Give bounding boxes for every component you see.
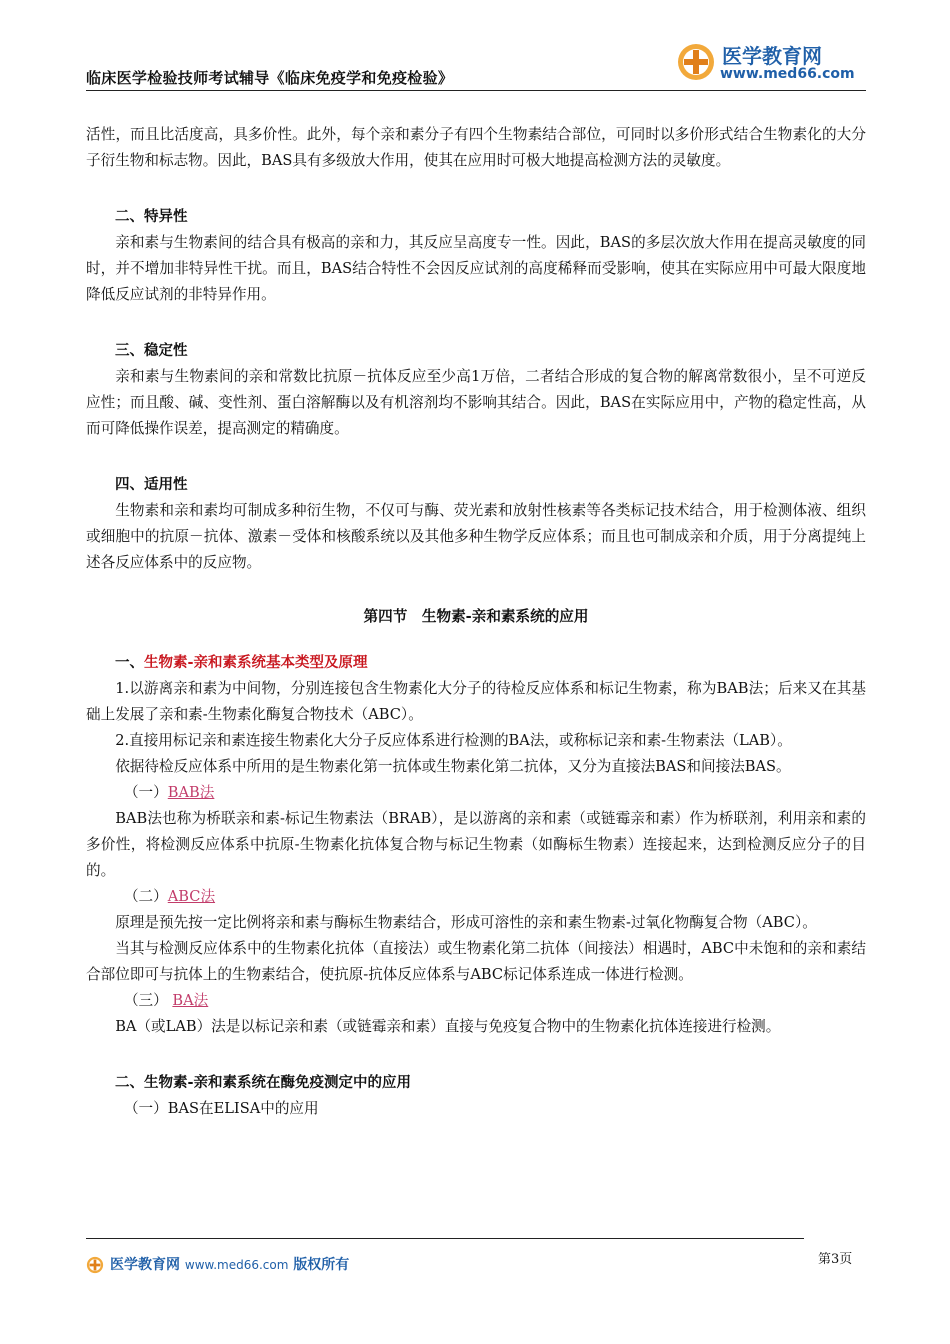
heading-red-text: 生物素-亲和素系统基本类型及原理: [144, 655, 368, 671]
document-title: 临床医学检验技师考试辅导《临床免疫学和免疫检验》: [86, 69, 454, 87]
paragraph-ba-intro: 2.直接用标记亲和素连接生物素化大分子反应体系进行检测的BA法，或称标记亲和素-生物素法（LAB）。: [115, 732, 792, 749]
heading-stability: 三、稳定性: [115, 343, 188, 359]
subheading-bas-elisa: （一）BAS在ELISA中的应用: [123, 1100, 319, 1117]
logo-url: www.med66.com: [720, 66, 855, 82]
section-title: 第四节 生物素-亲和素系统的应用: [363, 608, 589, 625]
subheading-ba: [86, 988, 866, 1014]
med66-logo: [676, 38, 866, 88]
subheading-number: （三）: [123, 992, 168, 1009]
heading-number: 一、: [115, 655, 144, 671]
heading-basic-types: [86, 650, 866, 676]
paragraph-abc-detection: 当其与检测反应体系中的生物素化抗体（直接法）或生物素化第二抗体（间接法）相遇时，ABC中未饱和的亲和素结合部位即可与抗体上的生物素结合，使抗原-抗体反应体系与ABC标记体系连成一体进行检测。: [86, 940, 866, 983]
link-bab-method[interactable]: BAB法: [167, 784, 215, 801]
paragraph-bab: BAB法也称为桥联亲和素-标记生物素法（BRAB），是以游离的亲和素（或链霉亲和素）作为桥联剂，利用亲和素的多价性，将检测反应体系中抗原-生物素化抗体复合物与标记生物素（如酶标生物素）连接起来，达到检测反应分子的目的。: [86, 810, 866, 879]
logo-emblem-icon: [676, 42, 716, 82]
footer-divider: [86, 1238, 804, 1239]
footer-site-name: 医学教育网: [110, 1257, 180, 1273]
heading-specificity: 二、特异性: [115, 209, 188, 225]
subheading-number: （一）: [123, 784, 168, 801]
header-divider: [86, 90, 866, 91]
paragraph-ba: BA（或LAB）法是以标记亲和素（或链霉亲和素）直接与免疫复合物中的生物素化抗体连接进行检测。: [115, 1018, 781, 1035]
document-body: [86, 122, 866, 1122]
footer-site-url: www.med66.com: [184, 1258, 289, 1272]
paragraph-stability: 亲和素与生物素间的亲和常数比抗原－抗体反应至少高1万倍，二者结合形成的复合物的解离常数很小，呈不可逆反应性；而且酸、碱、变性剂、蛋白溶解酶以及有机溶剂均不影响其结合。因此，BAS在实际应用中，产物的稳定性高，从而可降低操作误差，提高测定的精确度。: [86, 368, 866, 437]
paragraph-bab-intro: 1.以游离亲和素为中间物，分别连接包含生物素化大分子的待检反应体系和标记生物素，称为BAB法；后来又在其基础上发展了亲和素-生物素化酶复合物技术（ABC）。: [86, 680, 866, 723]
logo-name: 医学教育网: [722, 44, 822, 68]
footer-site: [86, 1254, 349, 1274]
subheading-abc: [86, 884, 866, 910]
link-ba-method[interactable]: BA法: [172, 992, 209, 1009]
paragraph-direct-indirect: 依据待检反应体系中所用的是生物素化第一抗体或生物素化第二抗体，又分为直接法BAS和间接法BAS。: [115, 758, 791, 775]
page-number: 第3页: [818, 1252, 853, 1267]
link-abc-method[interactable]: ABC法: [167, 888, 216, 905]
paragraph-applicability: 生物素和亲和素均可制成多种衍生物，不仅可与酶、荧光素和放射性核素等各类标记技术结合，用于检测体液、组织或细胞中的抗原－抗体、激素－受体和核酸系统以及其他多种生物学反应体系；而且也可制成亲和介质，用于分离提纯上述各反应体系中的反应物。: [86, 502, 866, 571]
paragraph-abc-principle: 原理是预先按一定比例将亲和素与酶标生物素结合，形成可溶性的亲和素生物素-过氧化物酶复合物（ABC）。: [115, 914, 817, 931]
paragraph-specificity: 亲和素与生物素间的结合具有极高的亲和力，其反应呈高度专一性。因此，BAS的多层次放大作用在提高灵敏度的同时，并不增加非特异性干扰。而且，BAS结合特性不会因反应试剂的高度稀释而受影响，使其在实际应用中可最大限度地降低反应试剂的非特异作用。: [86, 234, 866, 303]
heading-applicability: 四、适用性: [115, 477, 188, 493]
subheading-bab: [86, 780, 866, 806]
paragraph-continuation: 活性，而且比活度高，具多价性。此外，每个亲和素分子有四个生物素结合部位，可同时以多价形式结合生物素化的大分子衍生物和标志物。因此，BAS具有多级放大作用，使其在应用时可极大地提高检测方法的灵敏度。: [86, 126, 866, 169]
footer-rights: 版权所有: [293, 1257, 350, 1273]
footer-logo-icon: [86, 1256, 104, 1274]
heading-elisa-application: 二、生物素-亲和素系统在酶免疫测定中的应用: [115, 1075, 412, 1091]
subheading-number: （二）: [123, 888, 168, 905]
